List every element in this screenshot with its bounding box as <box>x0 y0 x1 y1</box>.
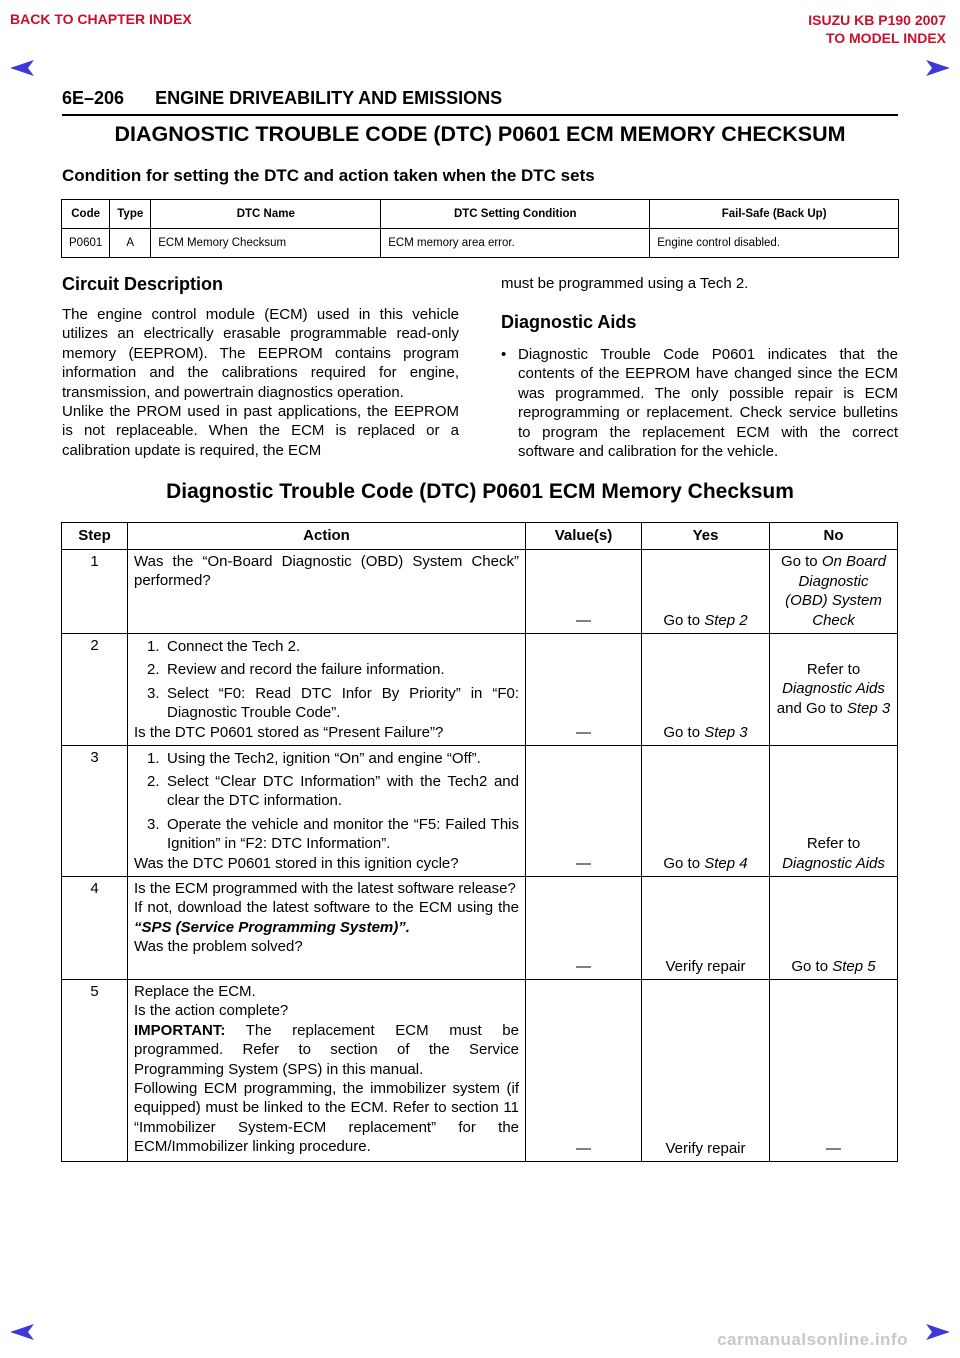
step-value: — <box>526 550 642 634</box>
condition-header: DTC Setting Condition <box>381 200 650 229</box>
action-line: If not, download the latest software to the ECM using the “SPS (Service Programming System)”. <box>134 899 519 936</box>
circuit-paragraph-continued: must be programmed using a Tech 2. <box>501 275 749 292</box>
table-title: Diagnostic Trouble Code (DTC) P0601 ECM Memory Checksum <box>166 480 794 503</box>
condition-cell: ECM memory area error. <box>381 229 650 258</box>
action-item: 1. Using the Tech2, ignition “On” and engine “Off”. <box>147 749 481 767</box>
table-header-row <box>62 523 898 550</box>
condition-cell: Engine control disabled. <box>650 229 899 258</box>
to-model-index[interactable]: TO MODEL INDEX <box>825 30 946 46</box>
circuit-description-text <box>62 305 459 460</box>
condition-heading: Condition for setting the DTC and action taken when the DTC sets <box>62 166 595 185</box>
condition-header: Type <box>110 200 151 229</box>
step-number: 5 <box>62 980 128 1162</box>
diagnostic-aids-heading: Diagnostic Aids <box>501 312 637 332</box>
diagnostic-aids-link[interactable]: Diagnostic Aids <box>782 680 885 698</box>
action-line: Replace the ECM. <box>134 983 256 1000</box>
page-number: 6E–206 <box>62 88 125 108</box>
step-yes: Verify repair <box>642 877 770 980</box>
action-item: 1. Connect the Tech 2. <box>147 637 301 655</box>
table-row <box>62 634 898 746</box>
action-item: 3. Operate the vehicle and monitor the “F5: Failed This Ignition” in “F2: DTC Information”. <box>147 815 519 853</box>
model-title[interactable]: ISUZU KB P190 2007 <box>808 12 946 28</box>
diagnostic-aids-link[interactable]: Diagnostic Aids <box>782 854 885 872</box>
action-item: 2. Review and record the failure information. <box>147 661 445 679</box>
action-question: Is the action complete? <box>134 1002 289 1020</box>
no-prefix: Refer to <box>806 660 861 678</box>
step-yes: Go to Step 3 <box>642 634 770 746</box>
step-value: — <box>526 980 642 1162</box>
step-number: 2 <box>62 634 128 746</box>
step-number: 1 <box>62 550 128 634</box>
important-note: IMPORTANT: The replacement ECM must be programmed. Refer to section of the Service Programming System (SPS) in this manual. <box>134 1021 519 1078</box>
condition-cell: A <box>110 229 151 258</box>
goto-step-5-link[interactable]: Step 5 <box>832 957 876 975</box>
diagnostic-aids-text: Diagnostic Trouble Code P0601 indicates that the contents of the EEPROM have changed since the ECM was programmed. The only possible repair is ECM reprogramming or replacement. Check service bulletins to program the replacement ECM with the correct software and calibration for the vehicle. <box>518 346 898 461</box>
header-action: Action <box>128 523 526 550</box>
condition-header: DTC Name <box>151 200 381 229</box>
bullet-icon: • <box>501 346 507 363</box>
header-rule <box>62 114 898 116</box>
action-question: Was the DTC P0601 stored in this ignition cycle? <box>134 854 459 872</box>
header-step: Step <box>62 523 128 550</box>
prev-page-bottom-arrow-icon[interactable] <box>8 1322 38 1342</box>
step-no <box>770 550 898 634</box>
header-no: No <box>770 523 898 550</box>
step-number: 3 <box>62 746 128 877</box>
goto-step-3-link[interactable]: Step 3 <box>846 699 891 717</box>
important-label: IMPORTANT: <box>134 1021 226 1039</box>
step-action <box>128 746 526 877</box>
circuit-paragraph-1: The engine control module (ECM) used in this vehicle utilizes an electrically erasable programmable read-only memory (EEPROM). The EEPROM contains program information and the calibrations required for engine, transmission, and powertrain diagnostics operation. <box>62 306 459 401</box>
back-to-chapter-index-link[interactable]: BACK TO CHAPTER INDEX <box>10 11 192 27</box>
table-row <box>62 980 898 1162</box>
yes-prefix: Go to <box>663 611 705 629</box>
next-page-bottom-arrow-icon[interactable] <box>922 1322 952 1342</box>
table-row <box>62 550 898 634</box>
action-item: 3. Select “F0: Read DTC Infor By Priority” in “F0: Diagnostic Trouble Code”. <box>147 684 519 722</box>
circuit-paragraph-2: Unlike the PROM used in past applications, the EEPROM is not replaceable. When the ECM is replaced or a calibration update is required, the ECM <box>62 403 459 459</box>
prev-page-arrow-icon[interactable] <box>8 58 38 78</box>
condition-cell: P0601 <box>62 229 110 258</box>
no-prefix: Refer to <box>806 835 861 853</box>
step-no: — <box>770 980 898 1162</box>
action-line: Following ECM programming, the immobilizer system (if equipped) must be linked to the ECM. Refer to section 11 “Immobilizer System-ECM replacement” for the ECM/Immobilizer linking procedure. <box>134 1080 519 1156</box>
no-prefix: Go to <box>780 553 822 571</box>
condition-header: Code <box>62 200 110 229</box>
action-question: Was the problem solved? <box>134 938 303 956</box>
step-value: — <box>526 877 642 980</box>
obd-system-check-link[interactable]: On Board Diagnostic (OBD) System Check <box>785 553 887 629</box>
action-line: Is the ECM programmed with the latest software release? <box>134 880 516 897</box>
goto-step-2-link[interactable]: Step 2 <box>704 611 748 629</box>
header-yes: Yes <box>642 523 770 550</box>
table-row <box>62 877 898 980</box>
diagnostic-table <box>61 522 898 1162</box>
step-action <box>128 980 526 1162</box>
header-values: Value(s) <box>526 523 642 550</box>
step-number: 4 <box>62 877 128 980</box>
table-row <box>62 746 898 877</box>
condition-cell: ECM Memory Checksum <box>151 229 381 258</box>
condition-table <box>61 199 899 258</box>
condition-header: Fail-Safe (Back Up) <box>650 200 899 229</box>
sps-reference: “SPS (Service Programming System)”. <box>134 918 410 936</box>
goto-step-4-link[interactable]: Step 4 <box>704 854 748 872</box>
goto-step-3-link[interactable]: Step 3 <box>704 723 748 741</box>
step-no: Refer to Diagnostic Aids and Go to Step 3 <box>770 634 898 746</box>
section-title: ENGINE DRIVEABILITY AND EMISSIONS <box>155 88 503 108</box>
step-value: — <box>526 746 642 877</box>
step-no <box>770 746 898 877</box>
page-title: DIAGNOSTIC TROUBLE CODE (DTC) P0601 ECM MEMORY CHECKSUM <box>114 122 846 146</box>
step-action: Was the “On-Board Diagnostic (OBD) System Check” performed? <box>128 550 526 634</box>
step-action <box>128 877 526 980</box>
page-header <box>62 88 502 109</box>
step-no: Go to Step 5 <box>770 877 898 980</box>
circuit-description-heading: Circuit Description <box>62 274 224 294</box>
step-yes: Go to Step 4 <box>642 746 770 877</box>
step-value: — <box>526 634 642 746</box>
diagnostic-aids-bullet <box>501 345 898 461</box>
next-page-arrow-icon[interactable] <box>922 58 952 78</box>
action-question: Is the DTC P0601 stored as “Present Failure”? <box>134 723 444 741</box>
step-action <box>128 634 526 746</box>
watermark: carmanualsonline.info <box>717 1330 908 1349</box>
model-index-link[interactable] <box>808 11 946 47</box>
step-yes: Verify repair <box>642 980 770 1162</box>
step-yes <box>642 550 770 634</box>
action-item: 2. Select “Clear DTC Information” with the Tech2 and clear the DTC information. <box>147 772 519 810</box>
